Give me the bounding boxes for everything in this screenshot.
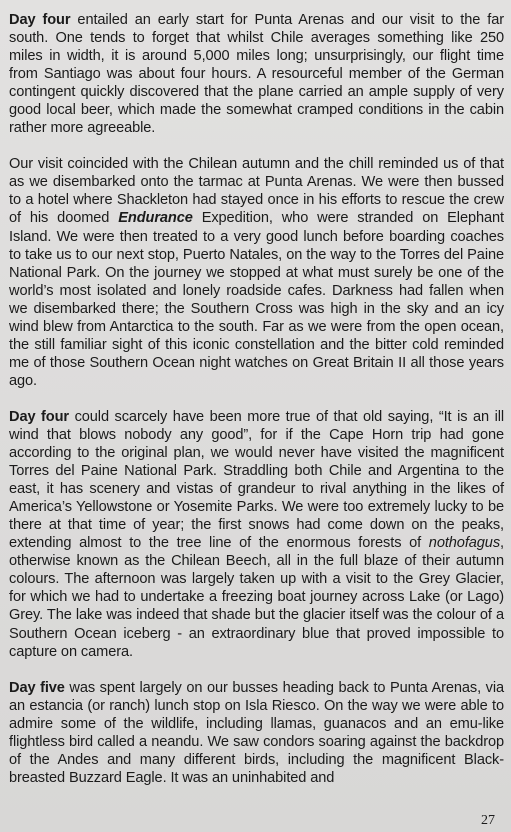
paragraph-lead: Day five xyxy=(9,679,65,696)
paragraph-text: could scarcely have been more true of that old saying, “It is an ill wind that blows nobody any good”, for if the Cape Horn trip had gone according to the original plan, we would never have visited the magnificent Torres del Paine National Park. Straddling both Chile and Argentina to the east, it has scenery and vistas of grandeur to rival anything in the likes of America’s Yellowstone or Yosemite Parks. We were too extremely lucky to be there at that time of year; the first snows had come down on the peaks, extending almost to the tree line of the enormous forests of xyxy=(9,408,504,552)
paragraph-punta-arenas xyxy=(9,155,504,390)
paragraph-text: , otherwise known as the Chilean Beech, all in the full blaze of their autumn colours. The afternoon was largely taken up with a visit to the Grey Glacier, for which we had to undertake a freezing boat journey across Lake (or Lago) Grey. The lake was indeed that shade but the glacier itself was the colour of a Southern Ocean iceberg - an extraordinary blue that proved impossible to capture on camera. xyxy=(9,535,504,660)
paragraph-text: was spent largely on our busses heading back to Punta Arenas, via an estancia (or ranch) lunch stop on Isla Riesco. On the way we were able to admire some of the wildlife, including llamas, guanacos and an emu-like flightless bird called a neandu. We saw condors soaring against the backdrop of the Andes and many different birds, including the magnificent Black-breasted Buzzard Eagle. It was an uninhabited and xyxy=(9,679,504,786)
paragraph-lead: Day four xyxy=(9,408,70,425)
paragraph-day-five xyxy=(9,679,504,787)
page-number: 27 xyxy=(481,813,495,828)
body-text xyxy=(9,11,504,787)
species-emphasis: nothofagus xyxy=(428,535,501,552)
paragraph-text: Expedition, who were stranded on Elephant Island. We were then treated to a very good lunch before boarding coaches to take us to our next stop, Puerto Natales, on the way to the Torres del Paine National Park. On the journey we stopped at what must surely be one of the world’s most isolated and lonely roadside cafes. Darkness had fallen when we disembarked there; the Southern Cross was high in the sky and an icy wind blew from Antarctica to the south. Far as we were from the open ocean, the still familiar sight of this iconic constellation and the bitter cold reminded me of those Southern Ocean night watches on Great Britain II all those years ago. xyxy=(9,210,504,389)
paragraph-day-four-flight xyxy=(9,11,504,137)
paragraph-day-four-torres-del-paine xyxy=(9,408,504,661)
ship-name-emphasis: Endurance xyxy=(118,210,193,227)
paragraph-text: Our visit coincided with the Chilean autumn and the chill reminded us of that as we disembarked onto the tarmac at Punta Arenas. We were then bussed to a hotel where Shackleton had stayed once in his efforts to rescue the crew of his doomed xyxy=(9,156,504,227)
paragraph-text: entailed an early start for Punta Arenas and our visit to the far south. One tends to forget that whilst Chile averages something like 250 miles in width, it is around 5,000 miles long; unsurprisingly, our flight time from Santiago was about four hours. A resourceful member of the German contingent quickly discovered that the plane carried an ample supply of very good local beer, which made the somewhat cramped conditions in the cabin rather more agreeable. xyxy=(9,12,504,137)
paragraph-lead: Day four xyxy=(9,12,71,28)
